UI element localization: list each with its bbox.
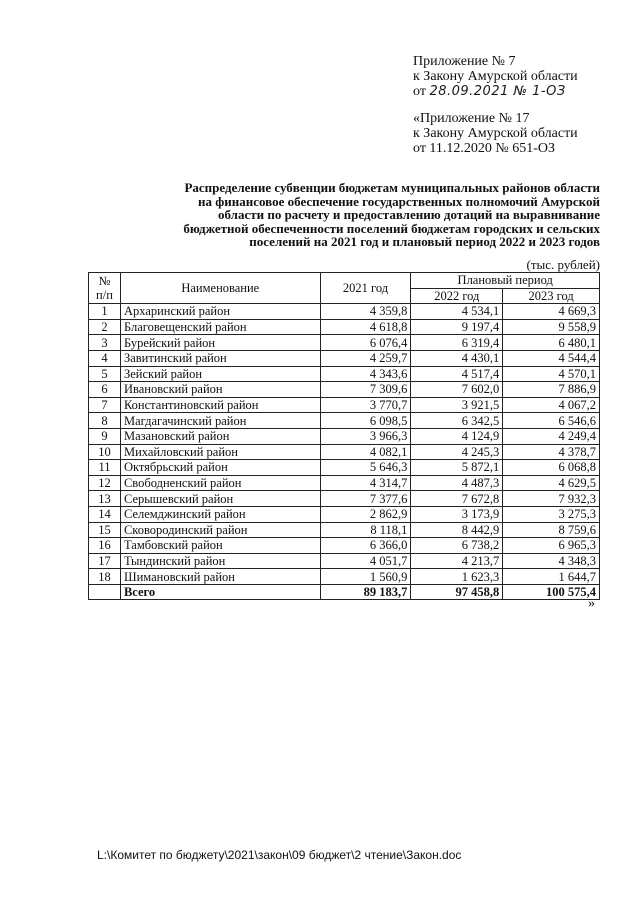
cell-y2021: 4 359,8 [320,304,411,320]
cell-num: 11 [89,460,121,476]
title-line: бюджетной обеспеченности поселений бюджетам городских и сельских [183,220,600,236]
cell-num: 2 [89,319,121,335]
cell-y2022: 6 319,4 [411,335,503,351]
cell-y2021: 3 966,3 [320,428,411,444]
cell-y2023: 4 629,5 [503,475,600,491]
cell-name: Михайловский район [120,444,320,460]
appendix-law-ref: к Закону Амурской области [413,69,578,84]
total-y2021: 89 183,7 [320,584,411,600]
cell-y2021: 4 082,1 [320,444,411,460]
table-row [89,538,600,554]
title-line: на финансовое обеспечение государственных полномочий Амурской [198,193,600,209]
cell-num: 10 [89,444,121,460]
table-row [89,553,600,569]
table-row [89,366,600,382]
cell-y2021: 6 098,5 [320,413,411,429]
cell-y2021: 5 646,3 [320,460,411,476]
cell-name: Магдагачинский район [120,413,320,429]
cell-name: Бурейский район [120,335,320,351]
table-row [89,444,600,460]
cell-y2023: 7 886,9 [503,382,600,398]
total-row [89,584,600,600]
cell-y2021: 4 051,7 [320,553,411,569]
cell-name: Зейский район [120,366,320,382]
cell-y2023: 7 932,3 [503,491,600,507]
header-2023: 2023 год [503,288,600,304]
appendix-number: Приложение № 7 [413,54,516,69]
cell-name: Тындинский район [120,553,320,569]
total-y2023: 100 575,4 [503,584,600,600]
cell-num: 9 [89,428,121,444]
original-law-ref: к Закону Амурской области [413,126,578,141]
cell-y2023: 4 669,3 [503,304,600,320]
cell-name: Ивановский район [120,382,320,398]
cell-y2021: 1 560,9 [320,569,411,585]
cell-y2023: 6 480,1 [503,335,600,351]
header-planned-period: Плановый период [411,273,600,289]
cell-y2022: 6 342,5 [411,413,503,429]
cell-y2021: 4 618,8 [320,319,411,335]
cell-num [89,584,121,600]
cell-y2022: 4 534,1 [411,304,503,320]
cell-y2022: 6 738,2 [411,538,503,554]
cell-name: Серышевский район [120,491,320,507]
cell-name: Завитинский район [120,350,320,366]
cell-name: Селемджинский район [120,506,320,522]
cell-y2023: 4 378,7 [503,444,600,460]
closing-quote: » [588,596,595,611]
table-row [89,491,600,507]
appendix-block [413,54,628,156]
cell-y2022: 3 173,9 [411,506,503,522]
document-title [100,181,600,249]
cell-num: 5 [89,366,121,382]
cell-y2021: 4 314,7 [320,475,411,491]
cell-name: Сковородинский район [120,522,320,538]
cell-num: 17 [89,553,121,569]
cell-y2021: 3 770,7 [320,397,411,413]
units-label: (тыс. рублей) [526,257,600,272]
cell-y2023: 6 546,6 [503,413,600,429]
title-line: поселений на 2021 год и плановый период 2022 и 2023 годов [249,234,600,249]
cell-y2023: 4 249,4 [503,428,600,444]
cell-y2022: 5 872,1 [411,460,503,476]
cell-y2022: 3 921,5 [411,397,503,413]
cell-y2021: 4 259,7 [320,350,411,366]
header-num: № п/п [89,273,121,304]
cell-y2022: 7 602,0 [411,382,503,398]
original-appendix-number: «Приложение № 17 [413,111,530,126]
appendix-date-line [413,84,628,99]
table-row [89,569,600,585]
cell-y2023: 6 068,8 [503,460,600,476]
table-row [89,475,600,491]
cell-num: 8 [89,413,121,429]
table-row [89,382,600,398]
cell-name: Свободненский район [120,475,320,491]
cell-y2021: 7 309,6 [320,382,411,398]
cell-num: 15 [89,522,121,538]
cell-y2022: 1 623,3 [411,569,503,585]
cell-y2023: 4 570,1 [503,366,600,382]
cell-num: 14 [89,506,121,522]
table-row [89,413,600,429]
cell-y2023: 9 558,9 [503,319,600,335]
title-line: Распределение субвенции бюджетам муниципальных районов области [184,180,600,195]
header-2021: 2021 год [320,273,411,304]
cell-y2023: 8 759,6 [503,522,600,538]
cell-y2022: 4 487,3 [411,475,503,491]
cell-y2021: 2 862,9 [320,506,411,522]
cell-y2022: 4 517,4 [411,366,503,382]
cell-name: Шимановский район [120,569,320,585]
cell-y2023: 4 348,3 [503,553,600,569]
cell-name: Благовещенский район [120,319,320,335]
cell-num: 16 [89,538,121,554]
cell-y2023: 4 067,2 [503,397,600,413]
cell-num: 4 [89,350,121,366]
appendix-date-prefix: от [413,84,426,99]
cell-y2022: 4 124,9 [411,428,503,444]
cell-name: Константиновский район [120,397,320,413]
cell-y2021: 7 377,6 [320,491,411,507]
title-line: области по расчету и предоставлению дотаций на выравнивание [217,207,600,222]
footer-file-path: L:\Комитет по бюджету\2021\закон\09 бюджет\2 чтение\Закон.doc [97,848,462,862]
total-y2022: 97 458,8 [411,584,503,600]
cell-name: Тамбовский район [120,538,320,554]
cell-num: 6 [89,382,121,398]
cell-y2022: 7 672,8 [411,491,503,507]
cell-y2023: 1 644,7 [503,569,600,585]
header-2022: 2022 год [411,288,503,304]
budget-table [88,272,600,600]
cell-y2021: 6 076,4 [320,335,411,351]
table-row [89,460,600,476]
cell-num: 13 [89,491,121,507]
table-row [89,319,600,335]
cell-y2022: 8 442,9 [411,522,503,538]
cell-name: Октябрьский район [120,460,320,476]
cell-y2023: 6 965,3 [503,538,600,554]
table-row [89,350,600,366]
cell-y2022: 4 430,1 [411,350,503,366]
cell-y2023: 4 544,4 [503,350,600,366]
table-row [89,335,600,351]
header-name: Наименование [120,273,320,304]
cell-y2023: 3 275,3 [503,506,600,522]
cell-y2022: 4 245,3 [411,444,503,460]
table-row [89,304,600,320]
cell-y2021: 8 118,1 [320,522,411,538]
original-law-date: от 11.12.2020 № 651-ОЗ [413,141,556,156]
total-name: Всего [120,584,320,600]
cell-num: 18 [89,569,121,585]
cell-y2021: 4 343,6 [320,366,411,382]
table-row [89,428,600,444]
cell-y2021: 6 366,0 [320,538,411,554]
cell-num: 7 [89,397,121,413]
cell-name: Мазановский район [120,428,320,444]
table-row [89,397,600,413]
handwritten-date-number: 28.09.2021 № 1-ОЗ [429,84,566,99]
cell-num: 3 [89,335,121,351]
table-row [89,506,600,522]
cell-y2022: 4 213,7 [411,553,503,569]
cell-num: 12 [89,475,121,491]
table-row [89,522,600,538]
cell-y2022: 9 197,4 [411,319,503,335]
cell-num: 1 [89,304,121,320]
cell-name: Архаринский район [120,304,320,320]
